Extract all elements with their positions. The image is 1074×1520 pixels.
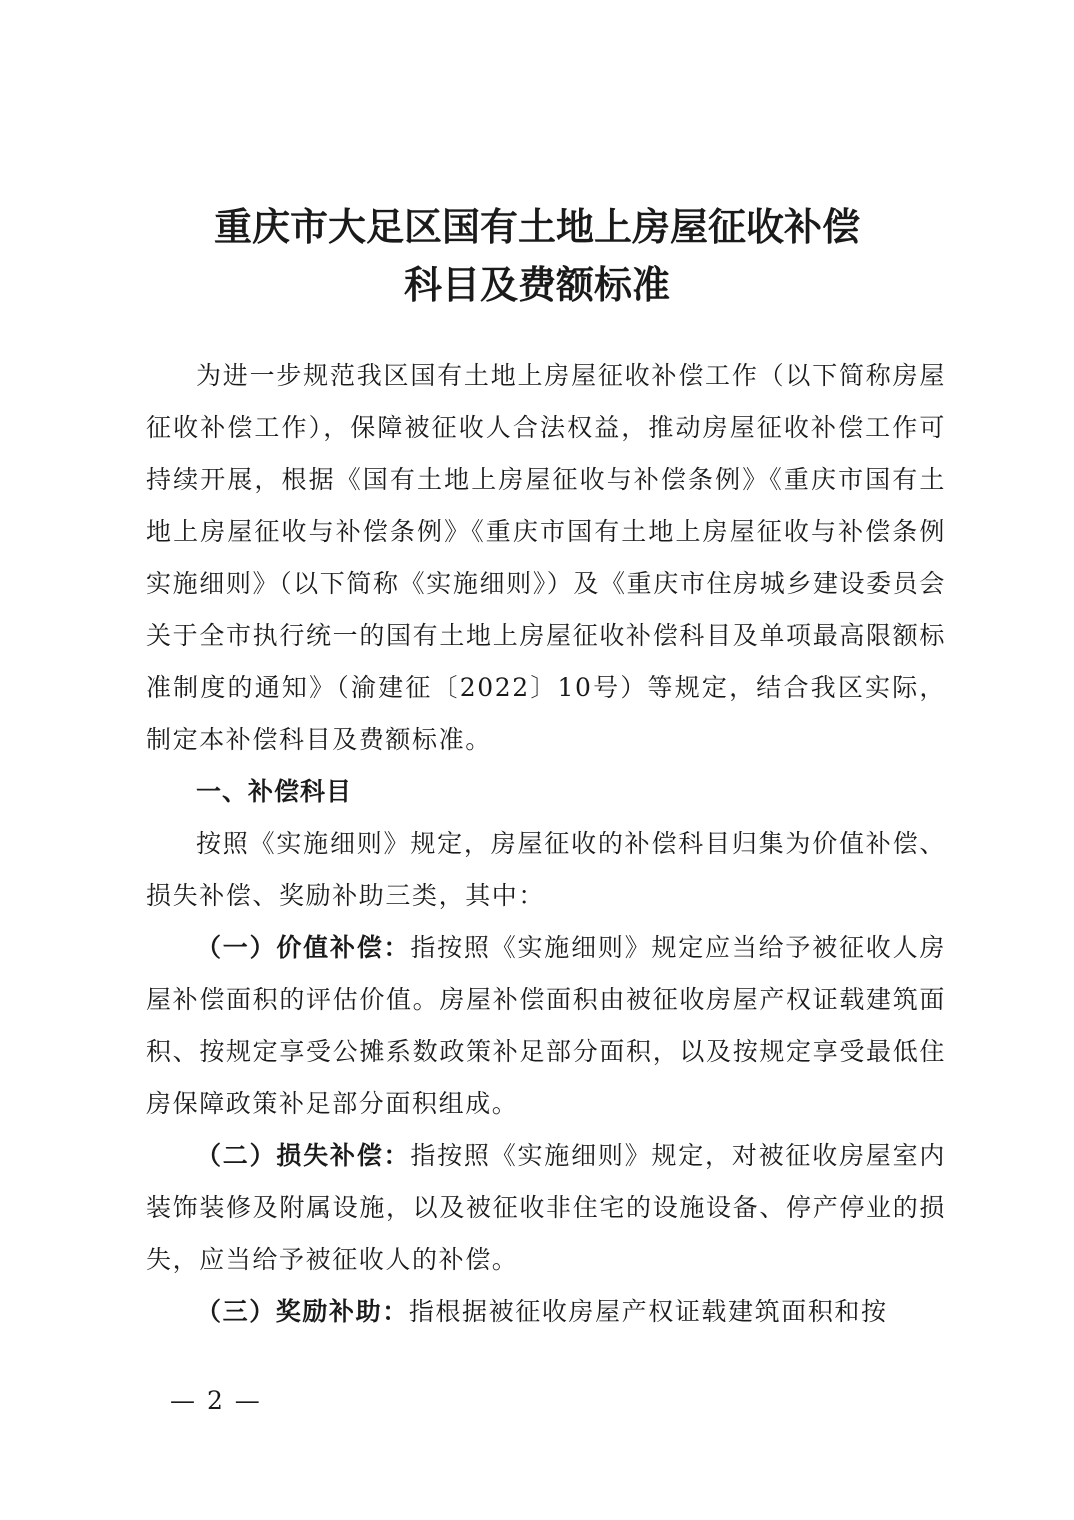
item-value-compensation bbox=[146, 922, 946, 1130]
page-number: — 2 — bbox=[170, 1386, 262, 1415]
document-title-line-2: 科目及费额标准 bbox=[403, 263, 670, 307]
item-lead: （一）价值补偿： bbox=[196, 933, 411, 962]
item-text: 指根据被征收房屋产权证载建筑面积和按 bbox=[408, 1297, 888, 1326]
item-text: 指按照《实施细则》规定，对被征收房屋室内装饰装修及附属设施，以及被征收非住宅的设施设备、停产停业的损失，应当给予被征收人的补偿。 bbox=[146, 1141, 946, 1274]
item-loss-compensation bbox=[146, 1130, 946, 1286]
item-lead: （三）奖励补助： bbox=[196, 1297, 409, 1326]
document-body bbox=[146, 350, 946, 1338]
document-title-line-1: 重庆市大足区国有土地上房屋征收补偿 bbox=[213, 205, 860, 249]
section-paragraph: 按照《实施细则》规定，房屋征收的补偿科目归集为价值补偿、损失补偿、奖励补助三类，其中： bbox=[146, 829, 946, 910]
item-text: 指按照《实施细则》规定应当给予被征收人房屋补偿面积的评估价值。房屋补偿面积由被征收房屋产权证载建筑面积、按规定享受公摊系数政策补足部分面积，以及按规定享受最低住房保障政策补足部分面积组成。 bbox=[146, 933, 946, 1118]
section-heading-compensation-items: 一、补偿科目 bbox=[196, 777, 353, 806]
item-reward-subsidy bbox=[146, 1286, 946, 1338]
item-lead: （二）损失补偿： bbox=[196, 1141, 411, 1170]
intro-paragraph: 为进一步规范我区国有土地上房屋征收补偿工作（以下简称房屋征收补偿工作），保障被征收人合法权益，推动房屋征收补偿工作可持续开展，根据《国有土地上房屋征收与补偿条例》《重庆市国有土地上房屋征收与补偿条例》《重庆市国有土地上房屋征收与补偿条例实施细则》（以下简称《实施细则》）及《重庆市住房城乡建设委员会关于全市执行统一的国有土地上房屋征收补偿科目及单项最高限额标准制度的通知》（渝建征〔2022〕10号）等规定，结合我区实际，制定本补偿科目及费额标准。 bbox=[146, 361, 946, 754]
